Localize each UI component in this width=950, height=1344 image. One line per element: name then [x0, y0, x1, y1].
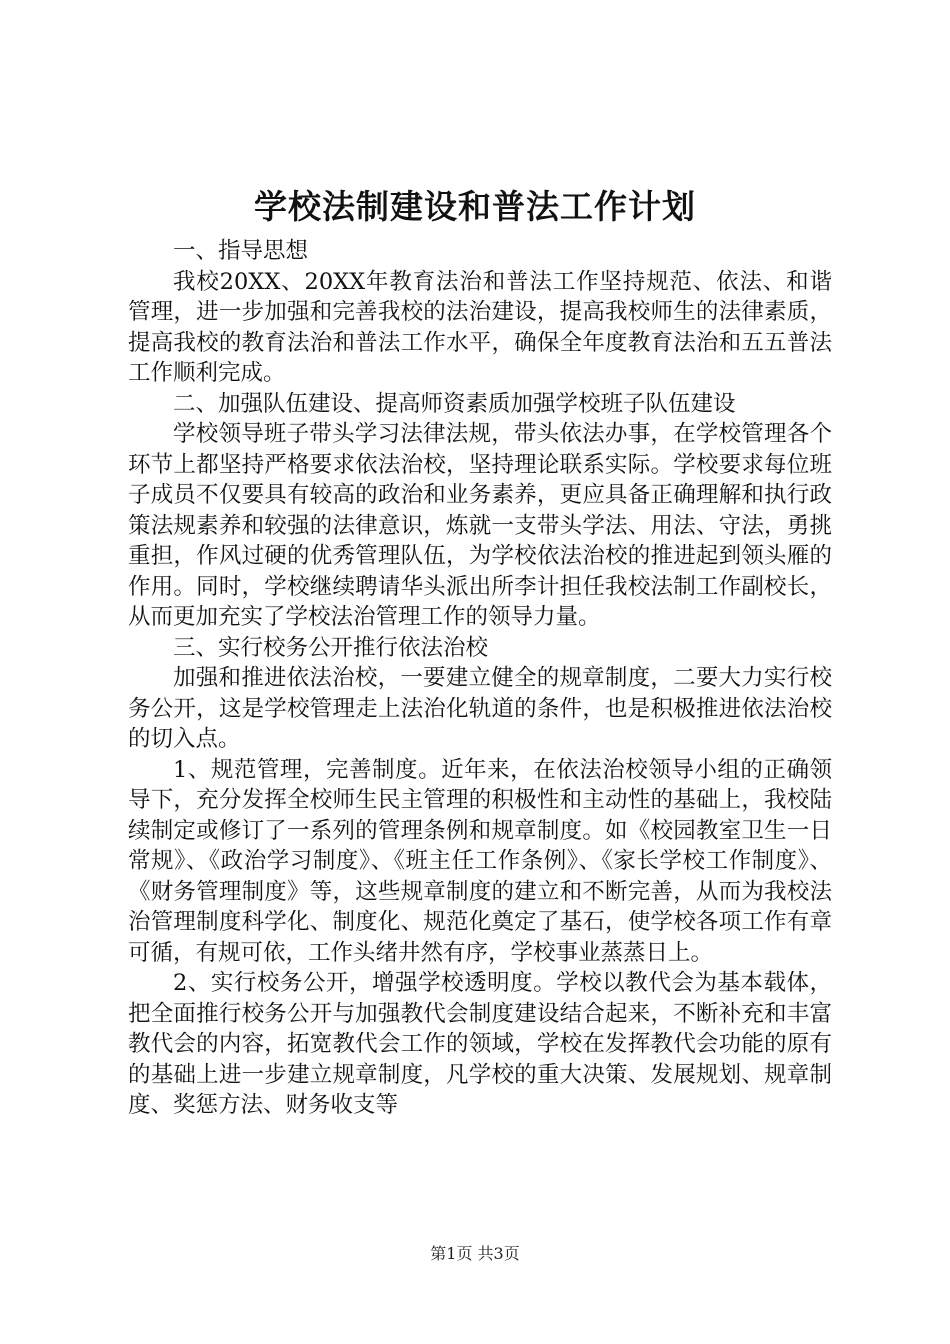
- paragraph: 加强和推进依法治校，一要建立健全的规章制度，二要大力实行校务公开，这是学校管理走上法治化轨道的条件，也是积极推进依法治校的切入点。: [128, 665, 832, 752]
- section-heading-1: 一、指导思想: [173, 238, 309, 264]
- paragraph: 2、实行校务公开，增强学校透明度。学校以教代会为基本载体，把全面推行校务公开与加强教代会制度建设结合起来，不断补充和丰富教代会的内容，拓宽教代会工作的领域，学校在发挥教代会功能的原有的基础上进一步建立规章制度，凡学校的重大决策、发展规划、规章制度、奖惩方法、财务收支等: [128, 970, 832, 1118]
- paragraph: 我校20XX、20XX年教育法治和普法工作坚持规范、依法、和谐管理，进一步加强和完善我校的法治建设，提高我校师生的法律素质，提高我校的教育法治和普法工作水平，确保全年度教育法治和五五普法工作顺利完成。: [128, 268, 832, 386]
- page-footer: 第1页 共3页: [430, 1244, 520, 1263]
- section-heading-3: 三、实行校务公开推行依法治校: [173, 634, 489, 661]
- paragraph: 1、规范管理，完善制度。近年来，在依法治校领导小组的正确领导下，充分发挥全校师生民主管理的积极性和主动性的基础上，我校陆续制定或修订了一系列的管理条例和规章制度。如《校园教室卫生一日常规》、《政治学习制度》、《班主任工作条例》、《家长学校工作制度》、《财务管理制度》等，这些规章制度的建立和不断完善，从而为我校法治管理制度科学化、制度化、规范化奠定了基石，使学校各项工作有章可循，有规可依，工作头绪井然有序，学校事业蒸蒸日上。: [128, 756, 832, 966]
- section-heading-2: 二、加强队伍建设、提高师资素质加强学校班子队伍建设: [173, 390, 736, 417]
- document-title: 学校法制建设和普法工作计划: [254, 187, 696, 226]
- paragraph: 学校领导班子带头学习法律法规，带头依法办事，在学校管理各个环节上都坚持严格要求依法治校，坚持理论联系实际。学校要求每位班子成员不仅要具有较高的政治和业务素养，更应具备正确理解和执行政策法规素养和较强的法律意识，炼就一支带头学法、用法、守法，勇挑重担，作风过硬的优秀管理队伍，为学校依法治校的推进起到领头雁的作用。同时，学校继续聘请华头派出所李计担任我校法制工作副校长，从而更加充实了学校法治管理工作的领导力量。: [128, 421, 832, 630]
- document-body: [128, 236, 832, 1121]
